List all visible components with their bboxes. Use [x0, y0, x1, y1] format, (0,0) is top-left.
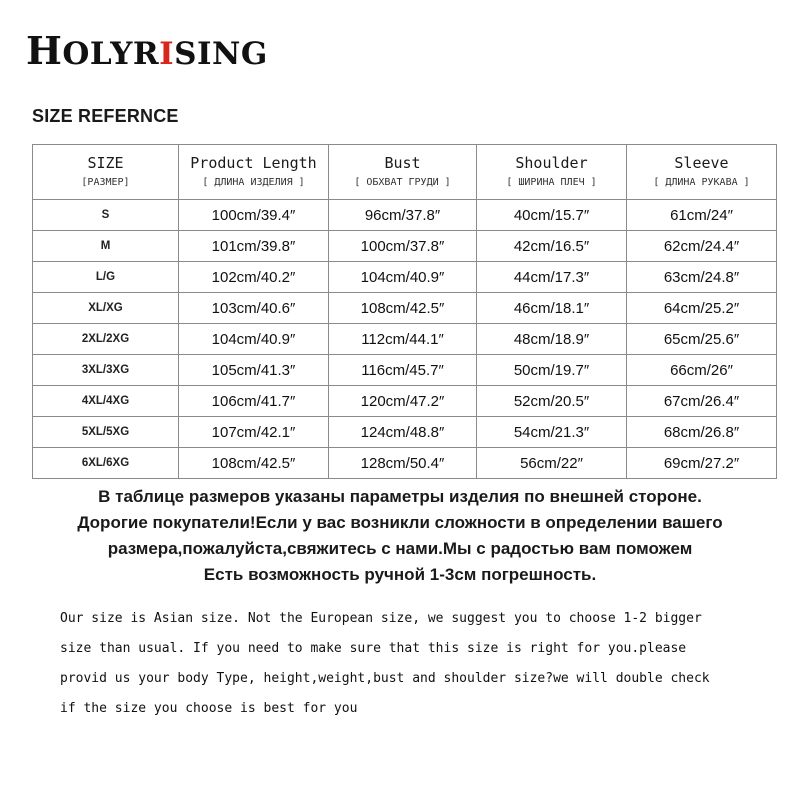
header-product-length-sublabel: [ ДЛИНА ИЗДЕЛИЯ ]	[202, 176, 305, 188]
logo-initial: H	[26, 28, 63, 73]
sleeve-cell: 65cm/25.6″	[627, 324, 777, 355]
bust-cell: 112cm/44.1″	[329, 324, 477, 355]
ru-note-line: размера,пожалуйста,свяжитесь с нами.Мы с радостью вам поможем	[107, 539, 693, 558]
header-sleeve-label: Sleeve	[674, 153, 729, 172]
table-row	[33, 448, 777, 479]
size-cell: M	[33, 231, 179, 262]
header-bust	[329, 145, 477, 200]
shoulder-cell: 48cm/18.9″	[477, 324, 627, 355]
table-row	[33, 293, 777, 324]
shoulder-cell: 40cm/15.7″	[477, 200, 627, 231]
bust-cell: 100cm/37.8″	[329, 231, 477, 262]
shoulder-cell: 52cm/20.5″	[477, 386, 627, 417]
russian-notes	[20, 484, 780, 588]
size-cell: 2XL/2XG	[33, 324, 179, 355]
size-cell: 4XL/4XG	[33, 386, 179, 417]
product-length-cell: 107cm/42.1″	[179, 417, 329, 448]
header-size	[33, 145, 179, 200]
en-note-line: provid us your body Type, height,weight,bust and shoulder size?we will double check	[60, 671, 710, 686]
logo-accent-letter: I	[159, 36, 175, 72]
sleeve-cell: 66cm/26″	[627, 355, 777, 386]
size-table-header-row	[33, 145, 777, 200]
header-bust-label: Bust	[384, 153, 421, 172]
size-cell: 6XL/6XG	[33, 448, 179, 479]
sleeve-cell: 68cm/26.8″	[627, 417, 777, 448]
en-note-line: Our size is Asian size. Not the European size, we suggest you to choose 1-2 bigger	[60, 611, 702, 626]
sleeve-cell: 64cm/25.2″	[627, 293, 777, 324]
product-length-cell: 102cm/40.2″	[179, 262, 329, 293]
size-cell: 3XL/3XG	[33, 355, 179, 386]
header-product-length-label: Product Length	[190, 153, 317, 172]
table-row	[33, 262, 777, 293]
header-sleeve-sublabel: [ ДЛИНА РУКАВА ]	[653, 176, 750, 188]
product-length-cell: 101cm/39.8″	[179, 231, 329, 262]
table-row	[33, 355, 777, 386]
header-size-label: SIZE	[87, 153, 124, 172]
bust-cell: 120cm/47.2″	[329, 386, 477, 417]
product-length-cell: 100cm/39.4″	[179, 200, 329, 231]
table-row	[33, 386, 777, 417]
size-cell: L/G	[33, 262, 179, 293]
size-table	[32, 144, 777, 479]
product-length-cell: 108cm/42.5″	[179, 448, 329, 479]
header-sleeve	[627, 145, 777, 200]
bust-cell: 128cm/50.4″	[329, 448, 477, 479]
header-shoulder-sublabel: [ ШИРИНА ПЛЕЧ ]	[506, 176, 597, 188]
bust-cell: 108cm/42.5″	[329, 293, 477, 324]
header-product-length	[179, 145, 329, 200]
table-row	[33, 200, 777, 231]
english-note	[60, 604, 780, 724]
product-length-cell: 104cm/40.9″	[179, 324, 329, 355]
table-row	[33, 417, 777, 448]
header-bust-sublabel: [ ОБХВАТ ГРУДИ ]	[354, 176, 451, 188]
bust-cell: 124cm/48.8″	[329, 417, 477, 448]
shoulder-cell: 54cm/21.3″	[477, 417, 627, 448]
table-row	[33, 231, 777, 262]
sleeve-cell: 61cm/24″	[627, 200, 777, 231]
bust-cell: 96cm/37.8″	[329, 200, 477, 231]
sleeve-cell: 63cm/24.8″	[627, 262, 777, 293]
header-shoulder-label: Shoulder	[515, 153, 588, 172]
ru-note-line: Есть возможность ручной 1-3см погрешность.	[203, 565, 597, 584]
ru-note-line: В таблице размеров указаны параметры изделия по внешней стороне.	[98, 487, 702, 506]
brand-logo	[26, 26, 268, 73]
product-length-cell: 106cm/41.7″	[179, 386, 329, 417]
product-length-cell: 105cm/41.3″	[179, 355, 329, 386]
shoulder-cell: 46cm/18.1″	[477, 293, 627, 324]
bust-cell: 104cm/40.9″	[329, 262, 477, 293]
size-cell: 5XL/5XG	[33, 417, 179, 448]
logo-part-2: SING	[174, 36, 268, 72]
header-shoulder	[477, 145, 627, 200]
logo-part-1: OLYR	[62, 36, 160, 72]
en-note-line: if the size you choose is best for you	[60, 701, 358, 716]
size-cell: S	[33, 200, 179, 231]
shoulder-cell: 42cm/16.5″	[477, 231, 627, 262]
shoulder-cell: 56cm/22″	[477, 448, 627, 479]
sleeve-cell: 67cm/26.4″	[627, 386, 777, 417]
size-cell: XL/XG	[33, 293, 179, 324]
ru-note-line: Дорогие покупатели!Если у вас возникли сложности в определении вашего	[77, 513, 723, 532]
table-row	[33, 324, 777, 355]
product-length-cell: 103cm/40.6″	[179, 293, 329, 324]
header-size-sublabel: [РАЗМЕР]	[81, 176, 130, 188]
sleeve-cell: 69cm/27.2″	[627, 448, 777, 479]
section-title: SIZE REFERNCE	[32, 106, 179, 126]
shoulder-cell: 50cm/19.7″	[477, 355, 627, 386]
en-note-line: size than usual. If you need to make sure that this size is right for you.please	[60, 641, 687, 656]
sleeve-cell: 62cm/24.4″	[627, 231, 777, 262]
bust-cell: 116cm/45.7″	[329, 355, 477, 386]
shoulder-cell: 44cm/17.3″	[477, 262, 627, 293]
